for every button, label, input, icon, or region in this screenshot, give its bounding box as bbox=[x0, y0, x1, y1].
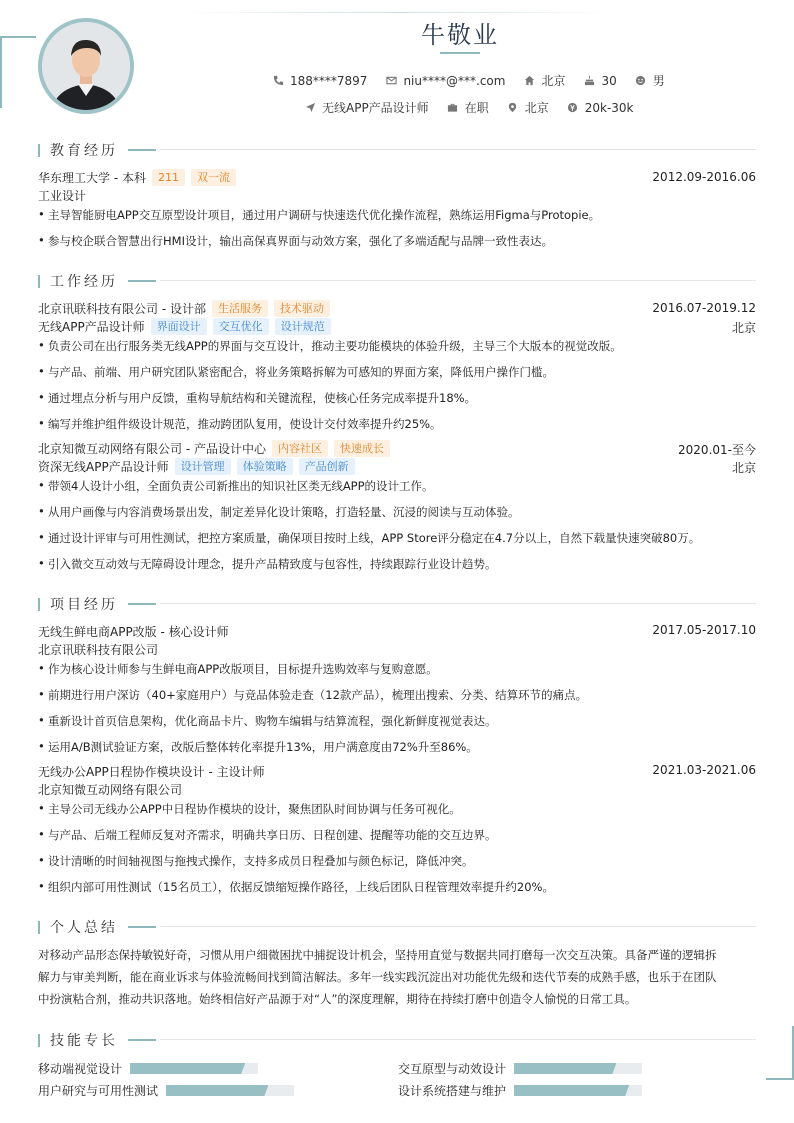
job-location: 北京 bbox=[731, 461, 756, 475]
skill-level-fill bbox=[514, 1063, 616, 1074]
section-divider bbox=[160, 926, 756, 927]
target-city-text: 北京 bbox=[524, 101, 549, 115]
company-name: 北京知微互动网络有限公司 - 产品设计中心 bbox=[38, 442, 266, 456]
role-tag: 交互优化 bbox=[213, 318, 269, 335]
job-target-item bbox=[304, 99, 429, 116]
skill-item bbox=[398, 1060, 642, 1077]
list-item: • 作为核心设计师参与生鲜电商APP改版项目，目标提升选购效率与复购意愿。 bbox=[38, 661, 438, 676]
section-title-text: 技能专长 bbox=[50, 1033, 118, 1049]
section-divider bbox=[160, 603, 756, 604]
section-title-skills bbox=[38, 1030, 156, 1050]
company-tag: 技术驱动 bbox=[274, 300, 330, 317]
list-item: • 组织内部可用性测试（15名员工），依据反馈缩短操作路径，上线后团队日程管理效率提升约20%。 bbox=[38, 879, 554, 894]
send-icon bbox=[304, 102, 316, 114]
list-item: • 引入微交互动效与无障碍设计理念，提升产品精致度与包容性，持续跟踪行业设计趋势。 bbox=[38, 556, 497, 571]
skill-name: 交互原型与动效设计 bbox=[398, 1062, 507, 1076]
city-item bbox=[523, 72, 565, 89]
project-date: 2017.05-2017.10 bbox=[652, 623, 756, 637]
section-divider bbox=[160, 149, 756, 150]
section-title-text: 个人总结 bbox=[50, 920, 118, 936]
status-text: 在职 bbox=[464, 101, 489, 115]
project-org: 北京讯联科技有限公司 bbox=[38, 643, 159, 657]
list-item: • 从用户画像与内容消费场景出发，制定差异化设计策略，打造轻量、沉浸的阅读与互动体验。 bbox=[38, 504, 520, 519]
list-item: • 编写并维护组件级设计规范，推动跨团队复用，使设计交付效率提升约25%。 bbox=[38, 416, 442, 431]
education-major: 工业设计 bbox=[38, 189, 87, 203]
section-title-education bbox=[38, 140, 156, 160]
list-item: • 与产品、后端工程师反复对齐需求，明确共享日历、日程创建、提醒等功能的交互边界。 bbox=[38, 827, 497, 842]
role-name: 无线APP产品设计师 bbox=[38, 320, 145, 334]
company-row bbox=[38, 440, 390, 457]
salary-text: 20k-30k bbox=[584, 100, 634, 115]
company-tag: 快速成长 bbox=[334, 440, 390, 457]
age-item bbox=[583, 74, 616, 88]
project-org: 北京知微互动网络有限公司 bbox=[38, 783, 183, 797]
company-name: 北京讯联科技有限公司 - 设计部 bbox=[38, 302, 206, 316]
project-title: 无线办公APP日程协作模块设计 - 主设计师 bbox=[38, 765, 265, 779]
role-row bbox=[38, 458, 355, 475]
list-item: • 负责公司在出行服务类无线APP的界面与交互设计，推动主要功能模块的体验升级，主导三个大版本的视觉改版。 bbox=[38, 338, 622, 353]
skill-level-fill bbox=[514, 1085, 629, 1096]
phone-item bbox=[272, 74, 367, 88]
section-divider bbox=[160, 1039, 756, 1040]
list-item: • 参与校企联合智慧出行HMI设计，输出高保真界面与动效方案，强化了多端适配与品牌一致性表达。 bbox=[38, 233, 553, 248]
project-title: 无线生鲜电商APP改版 - 核心设计师 bbox=[38, 625, 229, 639]
status-item bbox=[447, 99, 489, 116]
age-text: 30 bbox=[601, 73, 617, 88]
skill-item bbox=[398, 1082, 642, 1099]
candidate-name: 牛敬业 bbox=[421, 21, 499, 49]
skill-item bbox=[38, 1060, 258, 1077]
summary-line: 对移动产品形态保持敏锐好奇，习惯从用户细微困扰中捕捉设计机会，坚持用直觉与数据共同打磨每一次交互决策。具备严谨的逻辑拆 bbox=[38, 948, 717, 962]
phone-icon bbox=[272, 75, 284, 87]
skill-level-fill bbox=[166, 1085, 268, 1096]
list-item: • 通过埋点分析与用户反馈，重构导航结构和关键流程，使核心任务完成率提升18%。 bbox=[38, 390, 477, 405]
list-item: • 主导智能厨电APP交互原型设计项目，通过用户调研与快速迭代优化操作流程，熟练运用Figma与Protopie。 bbox=[38, 207, 601, 222]
gender-item bbox=[635, 72, 665, 89]
role-tag: 界面设计 bbox=[151, 318, 207, 335]
school-tag: 211 bbox=[152, 169, 185, 186]
skill-level-fill bbox=[130, 1063, 245, 1074]
job-location: 北京 bbox=[731, 321, 756, 335]
job-date: 2020.01-至今 bbox=[678, 443, 756, 457]
school-tag: 双一流 bbox=[191, 169, 236, 186]
email-item bbox=[385, 74, 505, 88]
role-tag: 设计管理 bbox=[175, 458, 231, 475]
job-target-text: 无线APP产品设计师 bbox=[322, 101, 429, 115]
section-title-projects bbox=[38, 594, 156, 614]
education-date: 2012.09-2016.06 bbox=[652, 170, 756, 184]
role-tag: 体验策略 bbox=[237, 458, 293, 475]
education-school-row bbox=[38, 169, 236, 186]
contact-row bbox=[272, 72, 683, 89]
home-icon bbox=[523, 75, 535, 87]
section-title-work bbox=[38, 271, 156, 291]
section-title-text: 项目经历 bbox=[50, 597, 118, 613]
skill-name: 移动端视觉设计 bbox=[38, 1062, 123, 1076]
smile-icon bbox=[635, 75, 647, 87]
project-date: 2021.03-2021.06 bbox=[652, 763, 756, 777]
summary-line: 解力与审美判断，能在商业诉求与体验流畅间找到简洁解法。多年一线实践沉淀出对功能优先级和迭代节奏的成熟手感，也乐于在团队 bbox=[38, 970, 717, 984]
skill-level-bar bbox=[514, 1085, 642, 1096]
role-name: 资深无线APP产品设计师 bbox=[38, 460, 169, 474]
list-item: • 重新设计首页信息架构，优化商品卡片、购物车编辑与结算流程，强化新鲜度视觉表达。 bbox=[38, 713, 497, 728]
list-item: • 主导公司无线办公APP中日程协作模块的设计，聚焦团队时间协调与任务可视化。 bbox=[38, 801, 461, 816]
email-icon bbox=[385, 75, 397, 87]
list-item: • 设计清晰的时间轴视图与拖拽式操作，支持多成员日程叠加与颜色标记，降低冲突。 bbox=[38, 853, 474, 868]
list-item: • 通过设计评审与可用性测试，把控方案质量，确保项目按时上线，APP Store评分稳定在4.7分以上，自然下载量快速突破80万。 bbox=[38, 530, 701, 545]
job-date: 2016.07-2019.12 bbox=[652, 301, 756, 315]
section-title-text: 工作经历 bbox=[50, 274, 118, 290]
company-tag: 内容社区 bbox=[272, 440, 328, 457]
company-tag: 生活服务 bbox=[212, 300, 268, 317]
skill-item bbox=[38, 1082, 294, 1099]
summary-line: 中扮演粘合剂，推动共识落地。始终相信好产品源于对“人”的深度理解，期待在持续打磨中创造令人愉悦的日常工具。 bbox=[38, 992, 637, 1006]
list-item: • 前期进行用户深访（40+家庭用户）与竞品体验走查（12款产品），梳理出搜索、分类、结算环节的痛点。 bbox=[38, 687, 588, 702]
role-tag: 设计规范 bbox=[275, 318, 331, 335]
cake-icon bbox=[583, 75, 595, 87]
section-title-text: 教育经历 bbox=[50, 143, 118, 159]
company-row bbox=[38, 300, 330, 317]
email-text: niu****@***.com bbox=[403, 73, 506, 88]
briefcase-icon bbox=[447, 102, 459, 114]
role-tag: 产品创新 bbox=[299, 458, 355, 475]
section-title-summary bbox=[38, 917, 156, 937]
corner-decoration bbox=[766, 1078, 794, 1080]
list-item: • 与产品、前端、用户研究团队紧密配合，将业务策略拆解为可感知的界面方案，降低用户操作门槛。 bbox=[38, 364, 554, 379]
city-text: 北京 bbox=[541, 74, 566, 88]
job-intent-row bbox=[304, 99, 652, 116]
skill-level-bar bbox=[514, 1063, 642, 1074]
skill-name: 用户研究与可用性测试 bbox=[38, 1084, 159, 1098]
skill-level-bar bbox=[166, 1085, 294, 1096]
salary-item bbox=[567, 101, 634, 115]
location-pin-icon bbox=[507, 102, 519, 114]
header-divider bbox=[180, 12, 614, 13]
skill-name: 设计系统搭建与维护 bbox=[398, 1084, 507, 1098]
phone-text: 188****7897 bbox=[290, 73, 368, 88]
name-underline bbox=[440, 52, 480, 54]
role-row bbox=[38, 318, 331, 335]
skill-level-bar bbox=[130, 1063, 258, 1074]
section-divider bbox=[160, 280, 756, 281]
gender-text: 男 bbox=[652, 74, 665, 88]
list-item: • 带领4人设计小组，全面负责公司新推出的知识社区类无线APP的设计工作。 bbox=[38, 478, 434, 493]
school-name: 华东理工大学 - 本科 bbox=[38, 171, 146, 185]
list-item: • 运用A/B测试验证方案，改版后整体转化率提升13%，用户满意度由72%升至86%。 bbox=[38, 739, 478, 754]
target-city-item bbox=[507, 99, 549, 116]
money-icon bbox=[567, 102, 579, 114]
summary-paragraph bbox=[38, 944, 758, 1010]
